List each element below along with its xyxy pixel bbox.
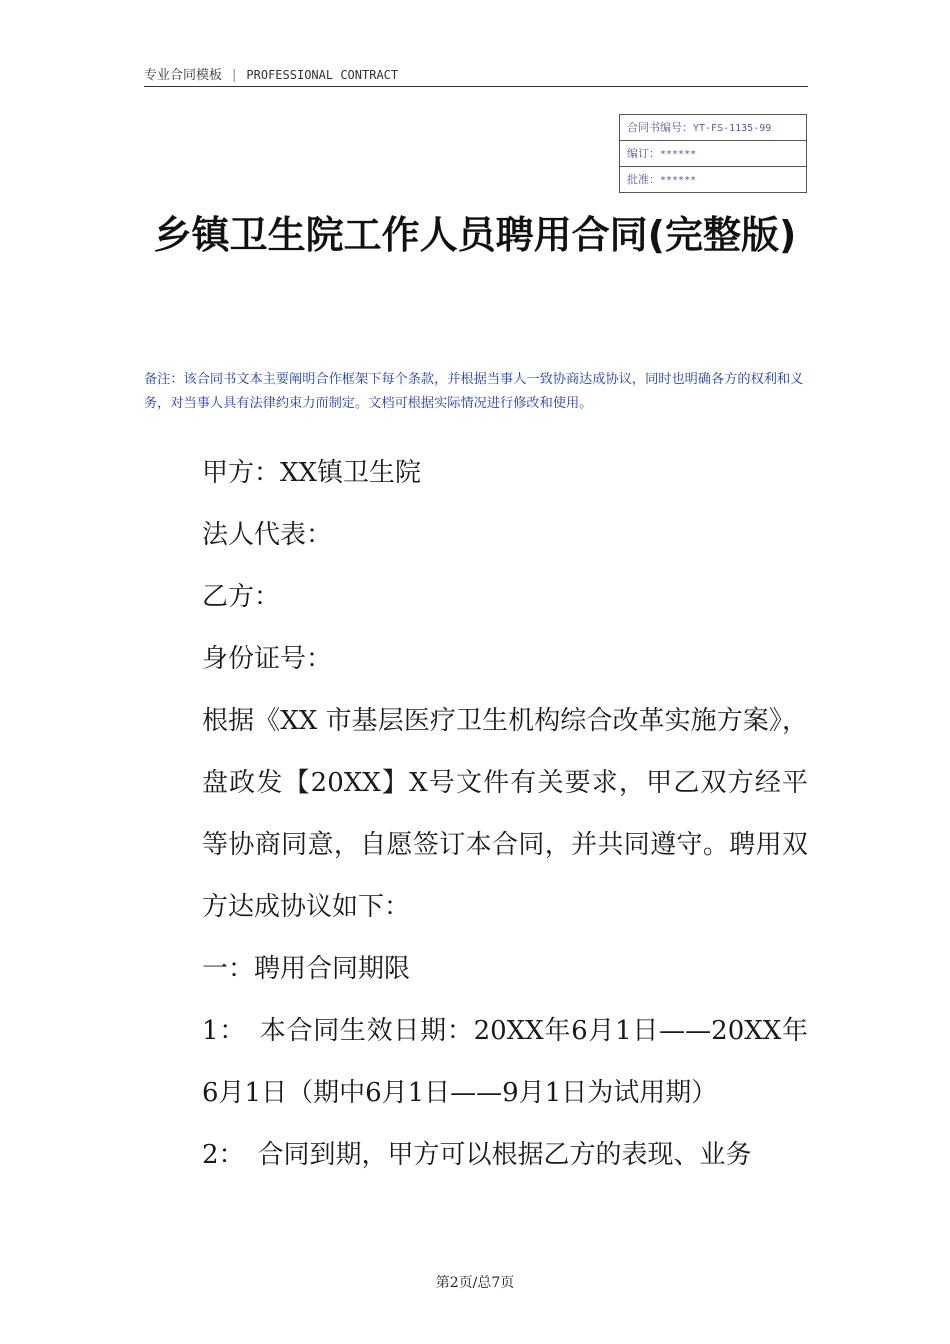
contract-info-box bbox=[619, 114, 807, 193]
id-number-line: 身份证号： bbox=[202, 644, 333, 674]
party-b-line: 乙方： bbox=[202, 582, 281, 612]
intro-paragraph: 根据《XX 市基层医疗卫生机构综合改革实施方案》，盘政发【20XX】X号文件有关要求，甲乙双方经平等协商同意，自愿签订本合同，并共同遵守。聘用双方达成协议如下： bbox=[202, 706, 808, 922]
contract-body bbox=[144, 442, 808, 1186]
document-note: 备注：该合同书文本主要阐明合作框架下每个条款，并根据当事人一致协商达成协议，同时也明确各方的权利和义务，对当事人具有法律约束力而制定。文档可根据实际情况进行修改和使用。 bbox=[144, 372, 804, 411]
editor-label: 编订： bbox=[627, 147, 660, 160]
editor-row bbox=[620, 141, 806, 167]
clause-1: 1： 本合同生效日期：20XX年6月1日——20XX年6月1日（期中6月1日——9月1日为试用期） bbox=[202, 1016, 808, 1108]
page-header bbox=[144, 64, 808, 87]
header-english: PROFESSIONAL CONTRACT bbox=[246, 68, 399, 82]
document-title: 乡镇卫生院工作人员聘用合同(完整版) bbox=[153, 213, 797, 257]
approver-label: 批准： bbox=[627, 173, 660, 186]
legal-representative-line: 法人代表： bbox=[202, 520, 333, 550]
approver-value: ****** bbox=[660, 175, 697, 186]
editor-value: ****** bbox=[660, 149, 697, 160]
contract-number-row bbox=[620, 115, 806, 141]
page-footer: 第2页/总7页 bbox=[435, 1275, 515, 1291]
header-brand: 专业合同模板 bbox=[144, 68, 223, 83]
approver-row bbox=[620, 167, 806, 192]
contract-number-label: 合同书编号： bbox=[627, 121, 693, 134]
section-one-heading: 一：聘用合同期限 bbox=[202, 954, 411, 984]
header-separator: | bbox=[232, 68, 237, 83]
contract-number-value: YT-FS-1135-99 bbox=[693, 123, 772, 134]
clause-2: 2： 合同到期，甲方可以根据乙方的表现、业务 bbox=[202, 1140, 752, 1170]
party-a-line: 甲方：XX镇卫生院 bbox=[202, 458, 422, 488]
